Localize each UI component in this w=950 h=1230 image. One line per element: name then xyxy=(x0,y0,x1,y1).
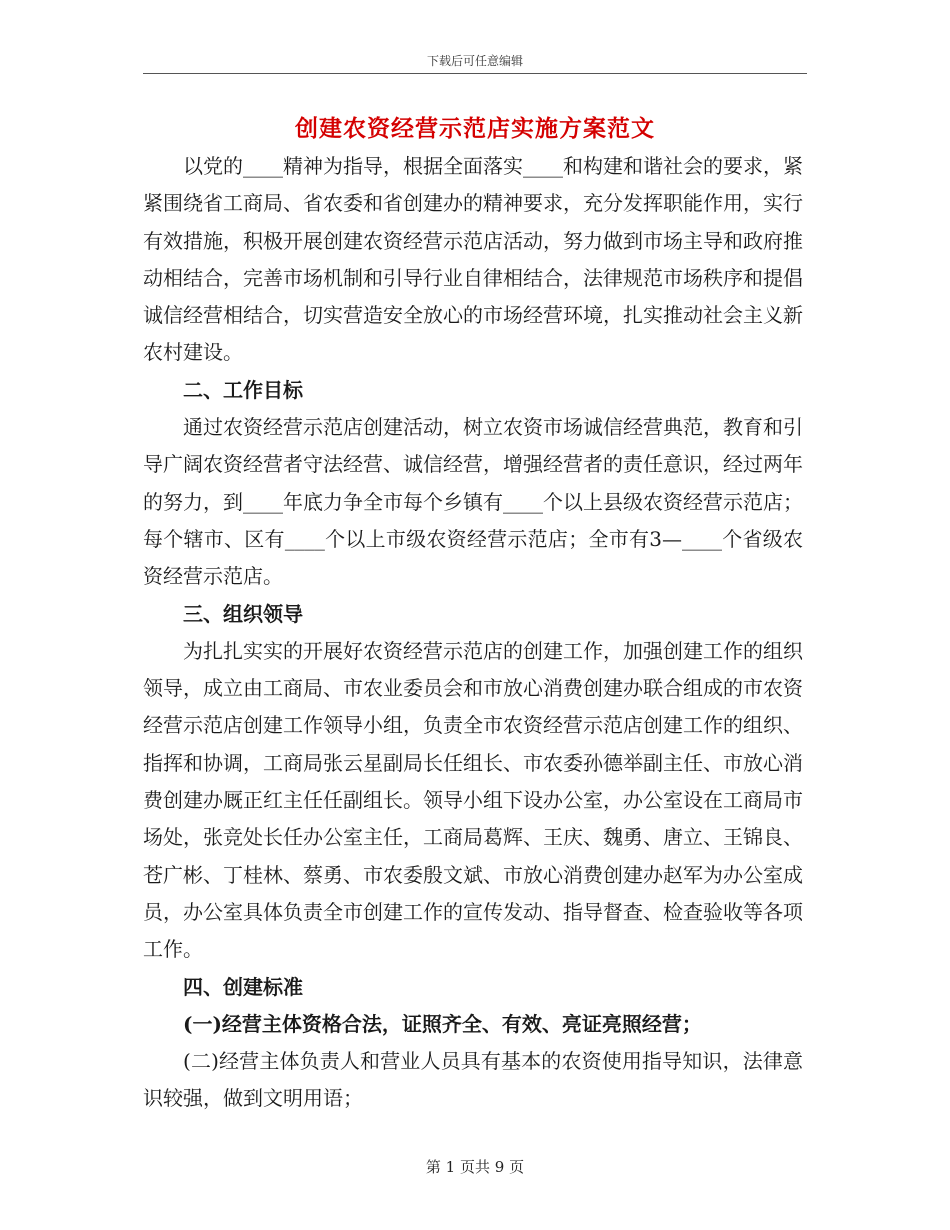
section-heading-goals: 二、工作目标 xyxy=(183,377,303,402)
intro-paragraph: 以党的____精神为指导，根据全面落实____和构建和谐社会的要求，紧紧围绕省工商局、省农委和省创建办的精神要求，充分发挥职能作用，实行有效措施，积极开展创建农资经营示范店活动，努力做到市场主导和政府推动相结合，完善市场机制和引导行业自律相结合，法律规范市场秩序和提倡诚信经营相结合，切实营造安全放心的市场经营环境，扎实推动社会主义新农村建设。 xyxy=(143,154,803,365)
section-heading-standards: 四、创建标准 xyxy=(183,974,303,999)
document-title: 创建农资经营示范店实施方案范文 xyxy=(295,115,655,142)
document-body xyxy=(143,148,803,1118)
goals-paragraph: 通过农资经营示范店创建活动，树立农资市场诚信经营典范，教育和引导广阔农资经营者守法经营、诚信经营，增强经营者的责任意识，经过两年的努力，到____年底力争全市每个乡镇有____个以上县级农资经营示范店；每个辖市、区有____个以上市级农资经营示范店；全市有3—____个省级农资经营示范店。 xyxy=(143,415,803,589)
organization-paragraph: 为扎扎实实的开展好农资经营示范店的创建工作，加强创建工作的组织领导，成立由工商局、市农业委员会和市放心消费创建办联合组成的市农资经营示范店创建工作领导小组，负责全市农资经营示范店创建工作的组织、指挥和协调，工商局张云星副局长任组长、市农委孙德举副主任、市放心消费创建办厩正红主任任副组长。领导小组下设办公室，办公室设在工商局市场处，张竞处长任办公室主任，工商局葛辉、王庆、魏勇、唐立、王锦良、苍广彬、丁桂林、蔡勇、市农委殷文斌、市放心消费创建办赵军为办公室成员，办公室具体负责全市创建工作的宣传发动、指导督查、检查验收等各项工作。 xyxy=(143,638,803,962)
header-divider xyxy=(143,73,807,74)
standard-item-1: (一)经营主体资格合法，证照齐全、有效、亮证亮照经营； xyxy=(183,1011,702,1036)
section-heading-organization: 三、组织领导 xyxy=(183,601,303,626)
page-number: 第 1 页共 9 页 xyxy=(425,1158,525,1176)
standard-item-2: (二)经营主体负责人和营业人员具有基本的农资使用指导知识，法律意识较强，做到文明用语； xyxy=(143,1049,803,1111)
page-header: 下载后可任意编辑 xyxy=(426,54,523,68)
